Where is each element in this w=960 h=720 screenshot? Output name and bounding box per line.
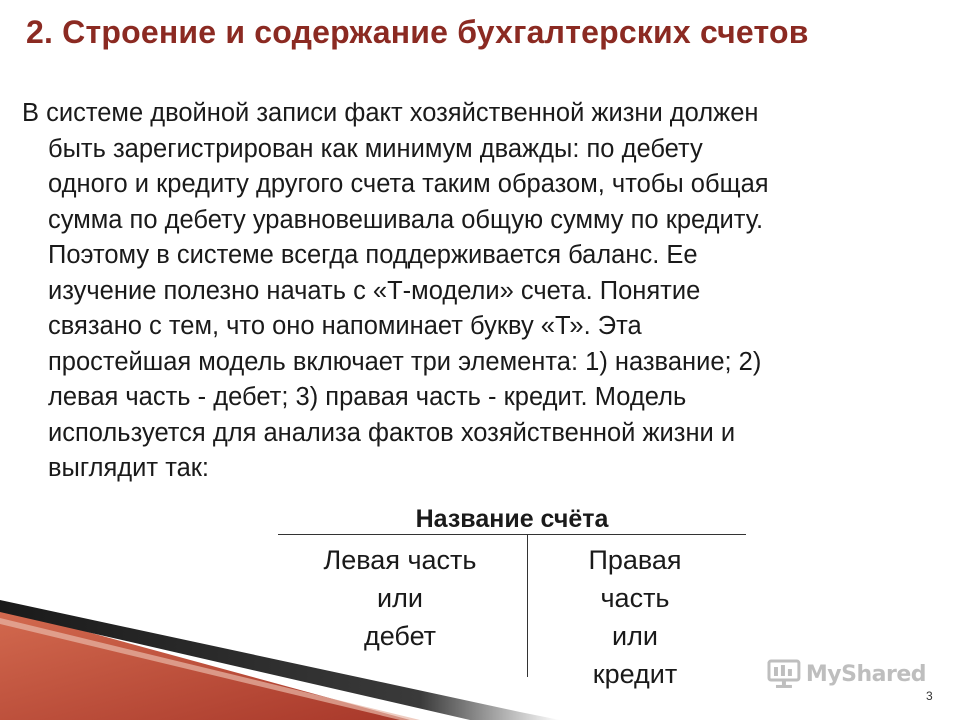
paragraph-line: Поэтому в системе всегда поддерживается баланс. Ее xyxy=(48,241,698,269)
t-account-horizontal-line xyxy=(278,534,746,535)
paragraph-line: выглядит так: xyxy=(48,454,210,482)
t-account-left-side xyxy=(300,541,500,655)
t-left-line: дебет xyxy=(363,621,437,651)
t-left-line: или xyxy=(377,583,423,613)
watermark-text: MyShared xyxy=(805,661,926,687)
paragraph-line: изучение полезно начать с «Т-модели» счета. Понятие xyxy=(48,276,701,305)
paragraph-line: связано с тем, что оно напоминает букву «Т». Эта xyxy=(48,312,642,340)
t-account-title: Название счёта xyxy=(415,505,609,533)
paragraph-line: В системе двойной записи факт хозяйственной жизни должен xyxy=(22,99,759,127)
watermark xyxy=(766,654,926,694)
t-account-right-side xyxy=(540,541,730,693)
t-account-vertical-line xyxy=(527,535,528,677)
paragraph-line: левая часть - дебет; 3) правая часть - кредит. Модель xyxy=(48,383,687,411)
paragraph-line: сумма по дебету уравновешивала общую сумму по кредиту. xyxy=(48,205,764,234)
t-right-line: часть xyxy=(600,583,670,613)
page-number: 3 xyxy=(926,689,933,703)
paragraph-line: быть зарегистрирован как минимум дважды: по дебету xyxy=(48,134,703,163)
paragraph-line: одного и кредиту другого счета таким образом, чтобы общая xyxy=(48,170,769,198)
presentation-screen-icon xyxy=(766,658,802,690)
body-paragraph xyxy=(22,96,922,487)
t-right-line: кредит xyxy=(592,659,678,689)
paragraph-line: простейшая модель включает три элемента: 1) название; 2) xyxy=(48,347,762,376)
paragraph-line: используется для анализа фактов хозяйственной жизни и xyxy=(48,418,736,447)
t-left-line: Левая часть xyxy=(323,545,477,575)
t-right-line: или xyxy=(612,621,658,651)
slide-title: 2. Строение и содержание бухгалтерских счетов xyxy=(26,14,809,50)
t-right-line: Правая xyxy=(588,545,682,575)
